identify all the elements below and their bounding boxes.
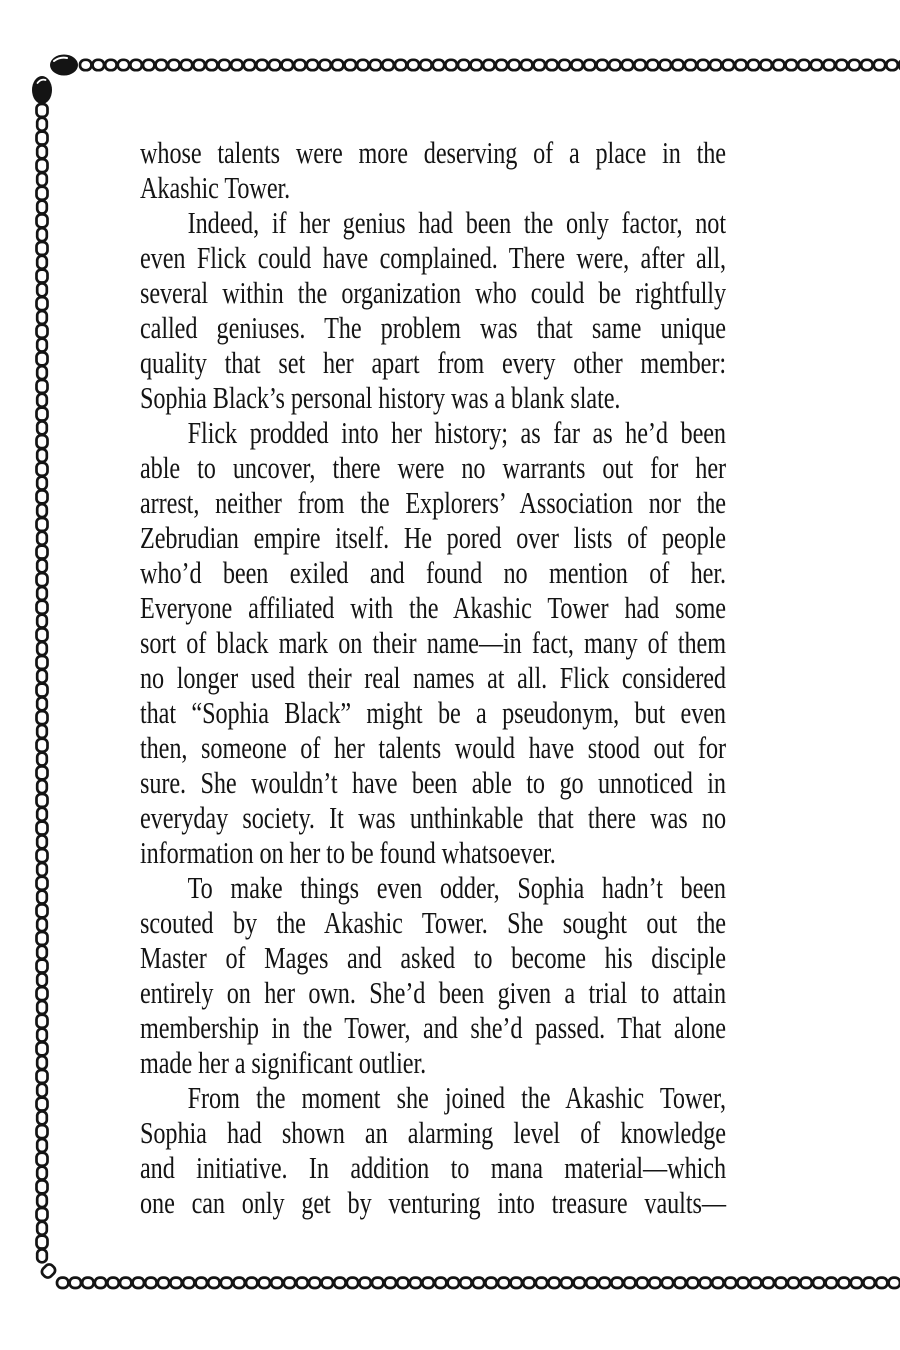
text-line: entirely on her own. She’d been given a trial to attain [140,975,726,1010]
text-line: scouted by the Akashic Tower. She sought out the [140,905,726,940]
text-line: everyday society. It was unthinkable that there was no [140,800,726,835]
text-line: one can only get by venturing into treasure vaults— [140,1185,726,1220]
paragraph [140,205,726,415]
chain-bead-left [32,76,52,104]
text-line: quality that set her apart from every other member: [140,345,726,380]
paragraph [140,415,726,870]
text-line: Sophia Black’s personal history was a blank slate. [140,380,621,415]
text-line: that “Sophia Black” might be a pseudonym, but even [140,695,726,730]
text-line: Zebrudian empire itself. He pored over lists of people [140,520,726,555]
text-line: whose talents were more deserving of a place in the [140,135,726,170]
text-line: who’d been exiled and found no mention of her. [140,555,726,590]
text-line: no longer used their real names at all. Flick considered [140,660,726,695]
text-line: able to uncover, there were no warrants out for her [140,450,726,485]
text-line: Akashic Tower. [140,170,291,205]
text-line: made her a significant outlier. [140,1045,427,1080]
text-line: then, someone of her talents would have stood out for [140,730,726,765]
chain-bead-top [50,55,78,76]
text-line: From the moment she joined the Akashic Tower, [187,1080,726,1115]
text-line: several within the organization who could be rightfully [140,275,726,310]
paragraph [140,1080,726,1220]
text-line: Everyone affiliated with the Akashic Tower had some [140,590,726,625]
paragraph [140,870,726,1080]
text-line: called geniuses. The problem was that same unique [140,310,726,345]
text-line: membership in the Tower, and she’d passed. That alone [140,1010,726,1045]
chain-top-border [80,60,900,70]
text-line: Indeed, if her genius had been the only factor, not [187,205,726,240]
paragraph [140,135,726,205]
text-line: and initiative. In addition to mana material—which [140,1150,726,1185]
text-line: Sophia had shown an alarming level of knowledge [140,1115,726,1150]
chain-bottom-border [57,1278,900,1288]
text-line: information on her to be found whatsoever. [140,835,556,870]
text-line: sure. She wouldn’t have been able to go unnoticed in [140,765,726,800]
page-text [140,135,726,1220]
text-line: Master of Mages and asked to become his disciple [140,940,726,975]
chain-left-border [37,104,57,1279]
text-line: To make things even odder, Sophia hadn’t been [187,870,726,905]
text-line: even Flick could have complained. There were, after all, [140,240,726,275]
text-line: sort of black mark on their name—in fact, many of them [140,625,726,660]
text-line: Flick prodded into her history; as far as he’d been [187,415,726,450]
text-line: arrest, neither from the Explorers’ Association nor the [140,485,726,520]
